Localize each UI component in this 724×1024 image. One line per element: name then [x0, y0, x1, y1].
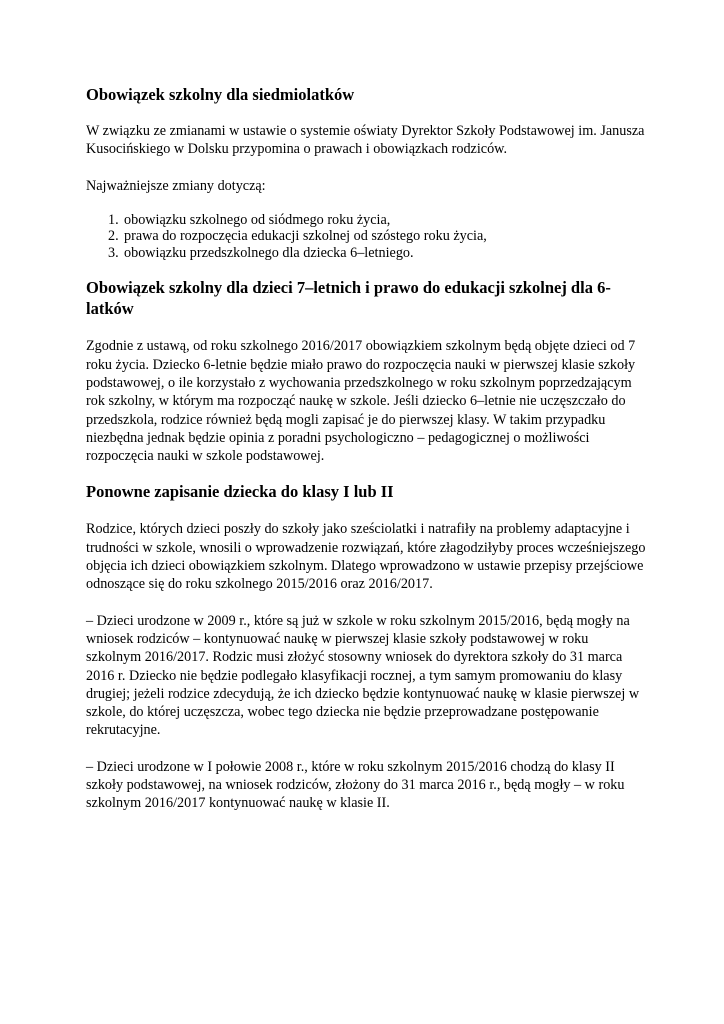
list-text: obowiązku szkolnego od siódmego roku życia,: [124, 211, 391, 228]
paragraph-dzieci-2009: – Dzieci urodzone w 2009 r., które są już w szkole w roku szkolnym 2015/2016, będą mogły na wniosek rodziców – kontynuować naukę w pierwszej klasie szkoły podstawowej w roku szkolnym 2016/2017. Rodzic musi złożyć stosowny wniosek do dyrektora szkoły do 31 marca 2016 r. Dziecko nie będzie podlegało klasyfikacji rocznej, a tym samym promowaniu do klasy drugiej; jeżeli rodzice zdecydują, że ich dziecko będzie kontynuować naukę w klasie pierwszej w szkole, do której uczęszcza, wobec tego dziecka nie będzie przeprowadzane postępowanie rekrutacyjne.: [86, 612, 640, 739]
intro-paragraph: W związku ze zmianami w ustawie o systemie oświaty Dyrektor Szkoły Podstawowej im. Janusza Kusocińskiego w Dolsku przypomina o prawach i obowiązkach rodziców.: [86, 123, 645, 158]
list-item: [86, 212, 646, 229]
paragraph-dzieci-2008: – Dzieci urodzone w I połowie 2008 r., które w roku szkolnym 2015/2016 chodzą do klasy II szkoły podstawowej, na wniosek rodziców, złożony do 31 marca 2016 r., będą mogły – w roku szkolnym 2016/2017 kontynuować naukę w klasie II.: [86, 758, 625, 812]
heading-obowiazek-siedmiolatkow: Obowiązek szkolny dla siedmiolatków: [86, 85, 355, 104]
paragraph-rodzice: Rodzice, których dzieci poszły do szkoły jako sześciolatki i natrafiły na problemy adaptacyjne i trudności w szkole, wnosili o wprowadzenie rozwiązań, które złagodziłyby proces wcześniejszego objęcia ich dzieci obowiązkiem szkolnym. Dlatego wprowadzono w ustawie przepisy przejściowe odnoszące się do roku szkolnego 2015/2016 oraz 2016/2017.: [86, 521, 646, 593]
list-text: prawa do rozpoczęcia edukacji szkolnej od szóstego roku życia,: [124, 228, 487, 245]
changes-list: [86, 212, 646, 262]
list-number: 1.: [108, 211, 119, 228]
list-item: [86, 245, 646, 262]
list-number: 2.: [108, 228, 119, 245]
paragraph-zgodnie-z-ustawa: Zgodnie z ustawą, od roku szkolnego 2016/2017 obowiązkiem szkolnym będą objęte dzieci od 7 roku życia. Dziecko 6-letnie będzie miało prawo do rozpoczęcia nauki w pierwszej klasie szkoły podstawowej, o ile korzystało z wychowania przedszkolnego w roku szkolnym poprzedzającym rok szkolny, w którym ma rozpocząć naukę w szkole. Jeśli dziecko 6–letnie nie uczęszczało do przedszkola, rodzice również będą mogli zapisać je do pierwszej klasy. W takim przypadku niezbędna jednak będzie opinia z poradni psychologiczno – pedagogicznej o możliwości rozpoczęcia nauki w szkole podstawowej.: [86, 338, 636, 465]
list-number: 3.: [108, 244, 119, 261]
changes-intro: Najważniejsze zmiany dotyczą:: [86, 177, 266, 194]
list-item: [86, 228, 646, 245]
list-text: obowiązku przedszkolnego dla dziecka 6–letniego.: [124, 244, 414, 261]
heading-ponowne-zapisanie: Ponowne zapisanie dziecka do klasy I lub II: [86, 482, 394, 502]
document-page: [86, 84, 646, 813]
heading-obowiazek-7-letnich: Obowiązek szkolny dla dzieci 7–letnich i prawo do edukacji szkolnej dla 6-latków: [86, 278, 611, 319]
